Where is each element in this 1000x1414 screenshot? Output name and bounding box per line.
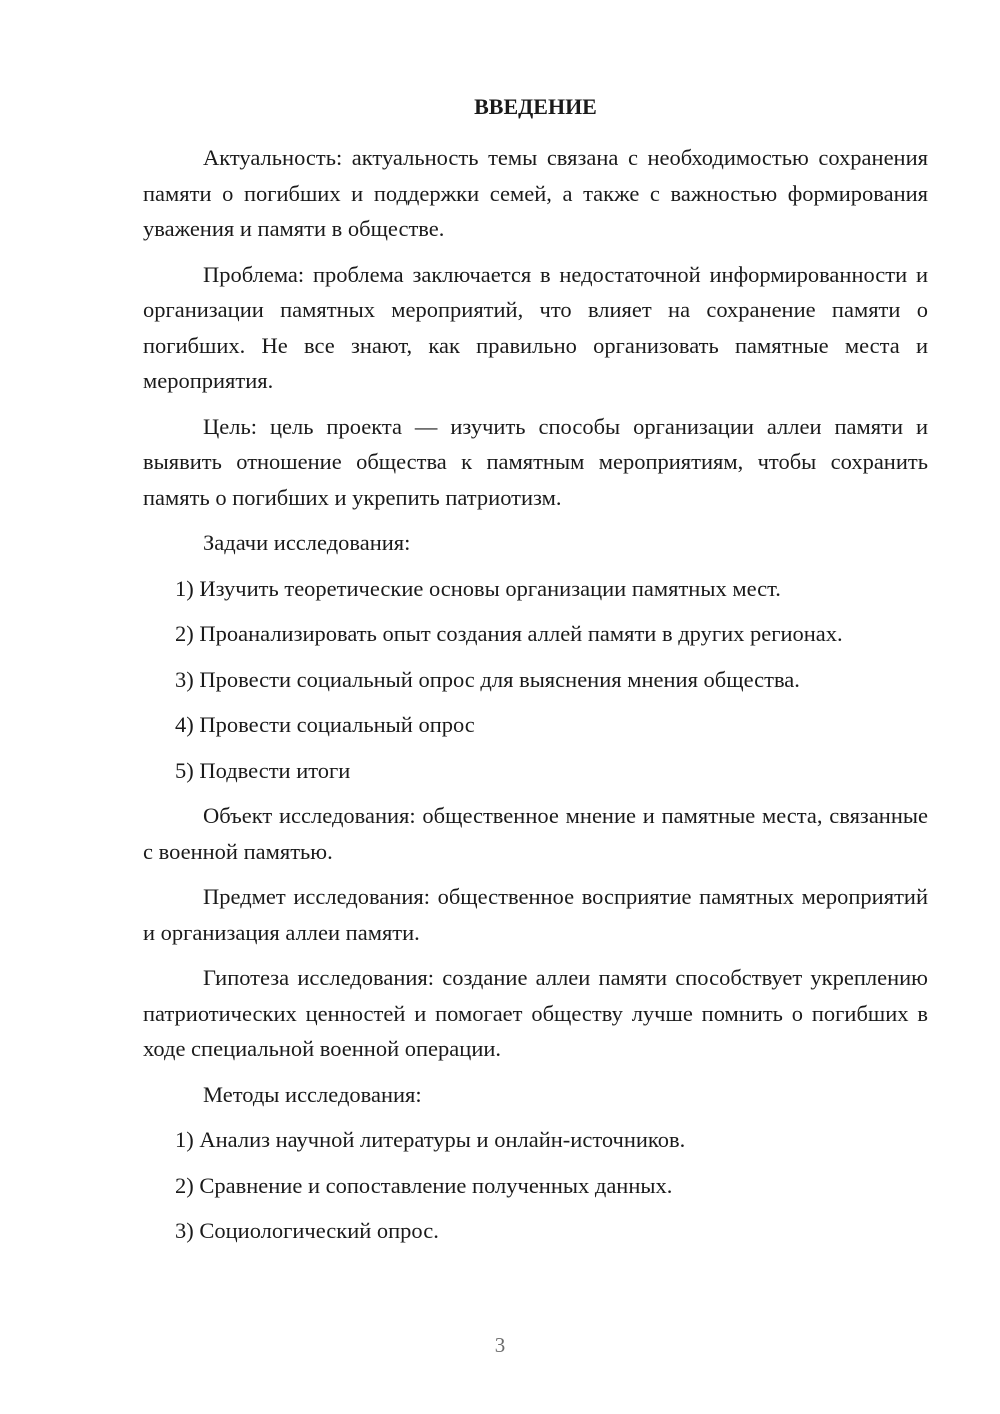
methods-list: [143, 1122, 928, 1249]
hypothesis-paragraph: Гипотеза исследования: создание аллеи памяти способствует укреплению патриотических ценностей и помогает обществу лучше помнить о погибших в ходе специальной военной операции.: [143, 965, 928, 1061]
list-item: 3) Провести социальный опрос для выяснения мнения общества.: [175, 666, 800, 692]
list-item: 1) Анализ научной литературы и онлайн-источников.: [175, 1127, 686, 1152]
document-page: [143, 92, 928, 1259]
list-item: 2) Сравнение и сопоставление полученных данных.: [175, 1172, 673, 1198]
tasks-title: Задачи исследования:: [203, 530, 411, 555]
page-number: 3: [494, 1333, 506, 1357]
tasks-list: [143, 571, 928, 789]
list-item: 3) Социологический опрос.: [175, 1218, 439, 1243]
list-item: 4) Провести социальный опрос: [175, 712, 475, 737]
problem-paragraph: Проблема: проблема заключается в недостаточной информированности и организации памятных мероприятий, что влияет на сохранение памяти о погибших. Не все знают, как правильно организовать памятные места и мероприятия.: [143, 261, 928, 393]
goal-paragraph: Цель: цель проекта — изучить способы организации аллеи памяти и выявить отношение общества к памятным мероприятиям, чтобы сохранить память о погибших и укрепить патриотизм.: [143, 413, 928, 510]
subject-paragraph: Предмет исследования: общественное восприятие памятных мероприятий и организация аллеи памяти.: [143, 884, 928, 945]
list-item: 5) Подвести итоги: [175, 757, 351, 783]
section-heading: ВВЕДЕНИЕ: [474, 94, 597, 119]
list-item: 1) Изучить теоретические основы организации памятных мест.: [175, 575, 781, 601]
list-item: 2) Проанализировать опыт создания аллей памяти в других регионах.: [175, 621, 843, 646]
methods-title: Методы исследования:: [203, 1081, 422, 1107]
relevance-paragraph: Актуальность: актуальность темы связана с необходимостью сохранения памяти о погибших и поддержки семей, а также с важностью формирования уважения и памяти в обществе.: [143, 145, 928, 241]
object-paragraph: Объект исследования: общественное мнение и памятные места, связанные с военной памятью.: [143, 803, 928, 864]
